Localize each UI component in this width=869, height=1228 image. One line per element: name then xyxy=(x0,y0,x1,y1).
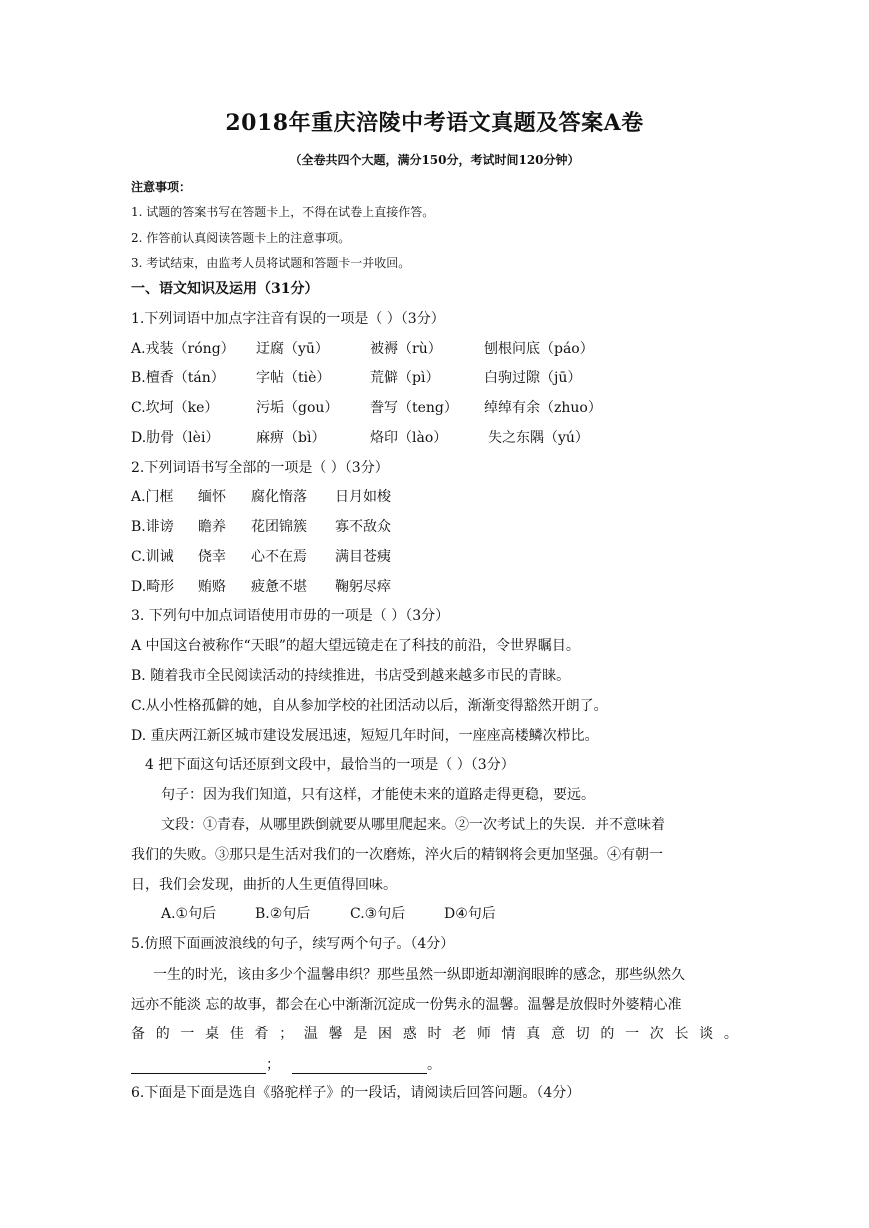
question-3-stem: 3. 下列句中加点词语使用市毋的一项是（ ）（3分） xyxy=(131,608,450,624)
q1-option: 誊写（teng） xyxy=(370,400,458,416)
q1-option: D.肋骨（lèi） xyxy=(131,430,220,446)
spaced-char: ； xyxy=(279,1026,294,1042)
q1-option: 迂腐（yū） xyxy=(256,341,329,357)
answer-blank[interactable] xyxy=(292,1059,427,1074)
q4-choice: C.③句后 xyxy=(350,906,406,922)
q2-option: 侥幸 xyxy=(198,549,226,565)
spaced-char: 情 xyxy=(501,1026,516,1042)
q4-choice: B.②句后 xyxy=(255,906,311,922)
spaced-char: 次 xyxy=(649,1026,664,1042)
q4-choice: D④句后 xyxy=(444,906,496,922)
q1-option: 白驹过隙（jū） xyxy=(484,370,582,386)
q2-option: A.门框 xyxy=(131,489,174,505)
q4-passage-line: 日，我们会发现，曲折的人生更值得回味。 xyxy=(131,877,397,893)
q1-option: A.戎装（róng） xyxy=(131,341,235,357)
q1-option: C.坎坷（ke） xyxy=(131,400,219,416)
question-5-stem: 5.仿照下面画波浪线的句子，续写两个句子。（4分） xyxy=(131,936,455,952)
spaced-char: 惑 xyxy=(402,1026,417,1042)
q2-option: 缅怀 xyxy=(198,489,226,505)
q1-option: 麻痹（bì） xyxy=(256,430,326,446)
spaced-char: 时 xyxy=(427,1026,442,1042)
spaced-char: 桌 xyxy=(205,1026,220,1042)
notice-item: 1. 试题的答案书写在答题卡上，不得在试卷上直接作答。 xyxy=(131,205,435,219)
q1-option: 失之东隅（yú） xyxy=(488,430,589,446)
spaced-char: 馨 xyxy=(328,1026,343,1042)
q2-option: C.训诫 xyxy=(131,549,174,565)
q2-option: 瞻养 xyxy=(198,519,226,535)
spaced-char: 真 xyxy=(526,1026,541,1042)
q2-option: 鞠躬尽瘁 xyxy=(335,579,391,595)
answer-blank[interactable] xyxy=(131,1059,266,1074)
q1-option: 绰绰有余（zhuo） xyxy=(484,400,602,416)
q2-option: 心不在焉 xyxy=(251,549,307,565)
spaced-char: 肴 xyxy=(254,1026,269,1042)
spaced-char: 长 xyxy=(674,1026,689,1042)
q2-option: 日月如梭 xyxy=(335,489,391,505)
blank-separator: ； xyxy=(266,1057,280,1073)
spaced-char: 的 xyxy=(155,1026,170,1042)
q2-option: B.诽谤 xyxy=(131,519,174,535)
q4-passage-line: 文段：①青春，从哪里跌倒就要从哪里爬起来。②一次考试上的失误．并不意味着 xyxy=(161,817,665,833)
page-title: 2018年重庆涪陵中考语文真题及答案A卷 xyxy=(225,110,644,136)
q2-option: D.畸形 xyxy=(131,579,175,595)
q1-option: 被褥（rù） xyxy=(370,341,442,357)
question-2-stem: 2.下列词语书写全部的一项是（ ）（3分） xyxy=(131,460,389,476)
section-heading: 一、语文知识及运用（31分） xyxy=(131,281,319,297)
q4-sentence: 句子：因为我们知道，只有这样，才能使未来的道路走得更稳，要远。 xyxy=(161,787,595,803)
question-4-stem: 4 把下面这句话还原到文段中，最恰当的一项是（ ）（3分） xyxy=(145,757,515,773)
q3-option: B. 随着我市全民阅读活动的持续推进，书店受到越来越多市民的青睐。 xyxy=(131,668,571,684)
question-6-stem: 6.下面是下面是选自《骆驼样子》的一段话，请阅读后回答问题。（4分） xyxy=(131,1085,581,1101)
question-1-stem: 1.下列词语中加点字注音有误的一项是（ ）（3分） xyxy=(131,311,445,327)
notice-item: 2. 作答前认真阅读答题卡上的注意事项。 xyxy=(131,231,351,245)
q5-passage-line: 一生的时光，该由多少个温馨串织？那些虽然一纵即逝却潮润眼眸的感念，那些纵然久 xyxy=(153,967,685,983)
q2-option: 腐化惰落 xyxy=(251,489,307,505)
spaced-char: 的 xyxy=(600,1026,615,1042)
q1-option: 字帖（tiè） xyxy=(256,370,331,386)
spaced-char: 。 xyxy=(723,1026,738,1042)
q4-passage-line: 我们的失败。③那只是生活对我们的一次磨炼，淬火后的精钢将会更加坚强。④有朝一 xyxy=(131,847,663,863)
spaced-char: 一 xyxy=(625,1026,640,1042)
q3-option: C.从小性格孤僻的她，自从参加学校的社团活动以后，渐渐变得豁然开朗了。 xyxy=(131,698,608,714)
q2-option: 寡不敌众 xyxy=(335,519,391,535)
spaced-char: 困 xyxy=(378,1026,393,1042)
q5-passage-line: 远亦不能淡 忘的故事，都会在心中渐渐沉淀成一份隽永的温馨。温馨是放假时外婆精心准 xyxy=(131,997,682,1013)
q1-option: 污垢（gou） xyxy=(256,400,339,416)
q5-answer-blanks xyxy=(131,1054,441,1074)
spaced-char: 佳 xyxy=(229,1026,244,1042)
spaced-char: 温 xyxy=(303,1026,318,1042)
spaced-char: 备 xyxy=(131,1026,145,1042)
spaced-char: 一 xyxy=(180,1026,195,1042)
blank-end: 。 xyxy=(427,1057,441,1073)
notice-item: 3. 考试结束，由监考人员将试题和答题卡一并收回。 xyxy=(131,256,411,270)
q1-option: 烙印（lào） xyxy=(370,430,448,446)
q2-option: 满目苍痍 xyxy=(335,549,391,565)
spaced-char: 师 xyxy=(476,1026,491,1042)
spaced-char: 切 xyxy=(575,1026,590,1042)
spaced-char: 老 xyxy=(452,1026,467,1042)
q3-option: D. 重庆两江新区城市建设发展迅速，短短几年时间，一座座高楼鳞次栉比。 xyxy=(131,728,599,744)
q2-option: 疲惫不堪 xyxy=(251,579,307,595)
spaced-char: 意 xyxy=(550,1026,565,1042)
q2-option: 花团锦簇 xyxy=(251,519,307,535)
q5-spaced-line xyxy=(131,1025,738,1043)
q2-option: 贿赂 xyxy=(198,579,226,595)
q4-choice: A.①句后 xyxy=(161,906,217,922)
q3-option: A 中国这台被称作“天眼”的超大望远镜走在了科技的前沿，令世界瞩目。 xyxy=(131,638,580,654)
q1-option: B.檀香（tán） xyxy=(131,370,225,386)
notice-heading: 注意事项： xyxy=(131,180,192,194)
q1-option: 荒僻（pì） xyxy=(370,370,440,386)
spaced-char: 谈 xyxy=(699,1026,714,1042)
spaced-char: 是 xyxy=(353,1026,368,1042)
page-subtitle: （全卷共四个大题，满分150分，考试时间120分钟） xyxy=(289,153,580,167)
q1-option: 刨根问底（páo） xyxy=(484,341,594,357)
